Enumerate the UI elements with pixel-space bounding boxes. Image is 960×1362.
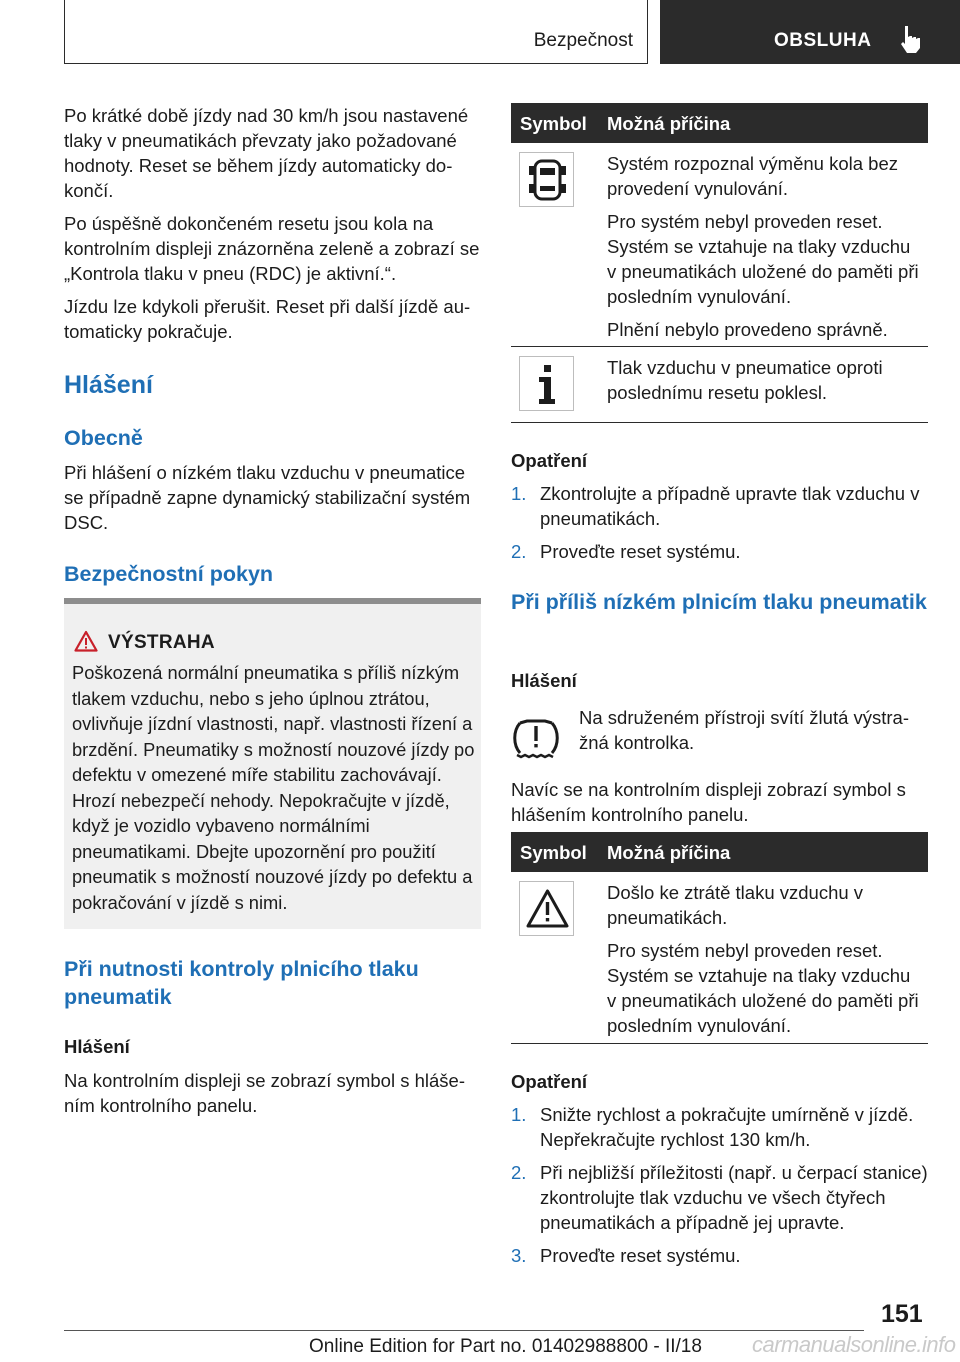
- measures-list: [511, 481, 928, 572]
- watermark: carmanualsonline.info: [752, 1332, 956, 1357]
- cause-text: Došlo ke ztrátě tlaku vzduchu v pneumatikách.: [607, 882, 864, 928]
- symbol-info: [519, 356, 574, 411]
- footer-edition: Online Edition for Part no. 01402988800 - II/18: [309, 1336, 702, 1357]
- table-bottom-rule: [511, 422, 928, 423]
- symbol-warning: [519, 881, 574, 936]
- table-cell-cause: [607, 151, 922, 350]
- heading-low-pressure: Při příliš nízkém plnicím tlaku pneumatik: [511, 590, 927, 614]
- paragraph: Jízdu lze kdykoli přerušit. Reset při další jízdě automaticky pokračuje.: [64, 296, 471, 342]
- warning-title: VÝSTRAHA: [108, 632, 215, 653]
- subheading-hlaseni: Hlášení: [64, 1036, 130, 1057]
- table-header: [511, 103, 928, 143]
- list-item: 1. Snižte rychlost a pokračujte umírněně v jízdě. Nepřekračujte rychlost 130 km/h.: [511, 1104, 914, 1150]
- paragraph: Při hlášení o nízkém tlaku vzduchu v pneumatice se případně zapne dynamický stabilizační systém DSC.: [64, 462, 471, 533]
- table-cell-cause: [607, 355, 922, 413]
- pointing-hand-icon: [898, 24, 926, 54]
- paragraph: Navíc se na kontrolním displeji zobrazí symbol s hlášením kontrolního panelu.: [511, 779, 906, 825]
- lamp-description: Na sdruženém přístroji svítí žlutá výstražná kontrolka.: [579, 707, 910, 753]
- column-header-symbol: Symbol: [520, 842, 587, 863]
- table-bottom-rule: [511, 1043, 928, 1044]
- measures-title: Opatření: [511, 450, 588, 471]
- paragraph: Po krátké době jízdy nad 30 km/h jsou nastavené tlaky v pneumatikách převzaty jako požadované hodnoty. Reset se během jízdy automaticky dokončí.: [64, 105, 469, 201]
- left-column: [64, 103, 482, 352]
- warning-triangle-icon: [520, 882, 575, 937]
- column-header-symbol: Symbol: [520, 113, 587, 134]
- list-item: 2. Při nejbližší příležitosti (např. u čerpací stanice) zkontrolujte tlak vzduchu ve všech čtyřech pneumatikách a případně jej upravte.: [511, 1162, 928, 1233]
- column-header-cause: Možná příčina: [607, 842, 731, 863]
- heading-obecne: Obecně: [64, 426, 143, 450]
- header-chapter-title: OBSLUHA: [774, 30, 872, 51]
- table-row-divider: [511, 346, 928, 347]
- measures-list: [511, 1102, 928, 1276]
- cause-text: Systém rozpoznal výměnu kola bez provedení vynulování.: [607, 153, 898, 199]
- paragraph: Po úspěšně dokončeném resetu jsou kola na kontrolním displeji znázorněna zeleně a zobrazí se „Kontrola tlaku v pneu (RDC) je aktivní.“.: [64, 213, 480, 284]
- car-reset-icon: [520, 153, 575, 208]
- paragraph: Na kontrolním displeji se zobrazí symbol s hlášením kontrolního panelu.: [64, 1070, 466, 1116]
- table-header: [511, 832, 928, 872]
- page-number: 151: [881, 1300, 923, 1328]
- list-item: 2. Proveďte reset systému.: [511, 541, 741, 562]
- column-header-cause: Možná příčina: [607, 113, 731, 134]
- footer-divider: [64, 1330, 864, 1331]
- header-chapter-box: [660, 0, 960, 64]
- warning-triangle-icon: [74, 630, 98, 652]
- subheading-hlaseni: Hlášení: [511, 670, 577, 691]
- warning-text: Poškozená normální pneumatika s příliš nízkým tlakem vzduchu, nebo s jeho úplnou ztrátou, ovlivňuje jízdní vlastnosti, např. vlastnosti řízení a brzdění. Pneumatiky s možností nouzové jízdy po defektu v omezené míře stabilitu zachovávají. Hrozí nebezpečí nehody. Nepokračujte v jízdě, když je vozidlo vybaveno normálními pneumatikami. Dbejte upozornění pro použití pneumatik s možností nouzové jízdy po defektu a pokračování v jízdě s nimi.: [72, 662, 475, 913]
- symbol-car-reset: [519, 152, 574, 207]
- header-section-box: [64, 0, 648, 64]
- warning-box: [64, 598, 481, 929]
- measures-title: Opatření: [511, 1071, 588, 1092]
- cause-text: Pro systém nebyl proveden reset. Systém se vztahuje na tlaky vzduchu v pneumatikách uložené do paměti při posledním vynulování.: [607, 211, 919, 307]
- tire-pressure-warning-icon: [511, 709, 561, 765]
- cause-text: Plnění nebylo provedeno správně.: [607, 319, 888, 340]
- cause-text: Pro systém nebyl proveden reset. Systém se vztahuje na tlaky vzduchu v pneumatikách uložené do paměti při posledním vynulování.: [607, 940, 919, 1036]
- table-cell-cause: [607, 880, 922, 1046]
- cause-text: Tlak vzduchu v pneumatice oproti poslednímu resetu poklesl.: [607, 357, 883, 403]
- list-item: 1. Zkontrolujte a případně upravte tlak vzduchu v pneumatikách.: [511, 483, 920, 529]
- heading-pressure-check: Při nutnosti kontroly plnicího tlaku pneumatik: [64, 957, 419, 1009]
- heading-safety-note: Bezpečnostní pokyn: [64, 562, 274, 586]
- header-section-title: Bezpečnost: [533, 30, 633, 51]
- heading-hlaseni: Hlášení: [64, 371, 153, 399]
- list-item: 3. Proveďte reset systému.: [511, 1245, 741, 1266]
- info-icon: [520, 357, 575, 412]
